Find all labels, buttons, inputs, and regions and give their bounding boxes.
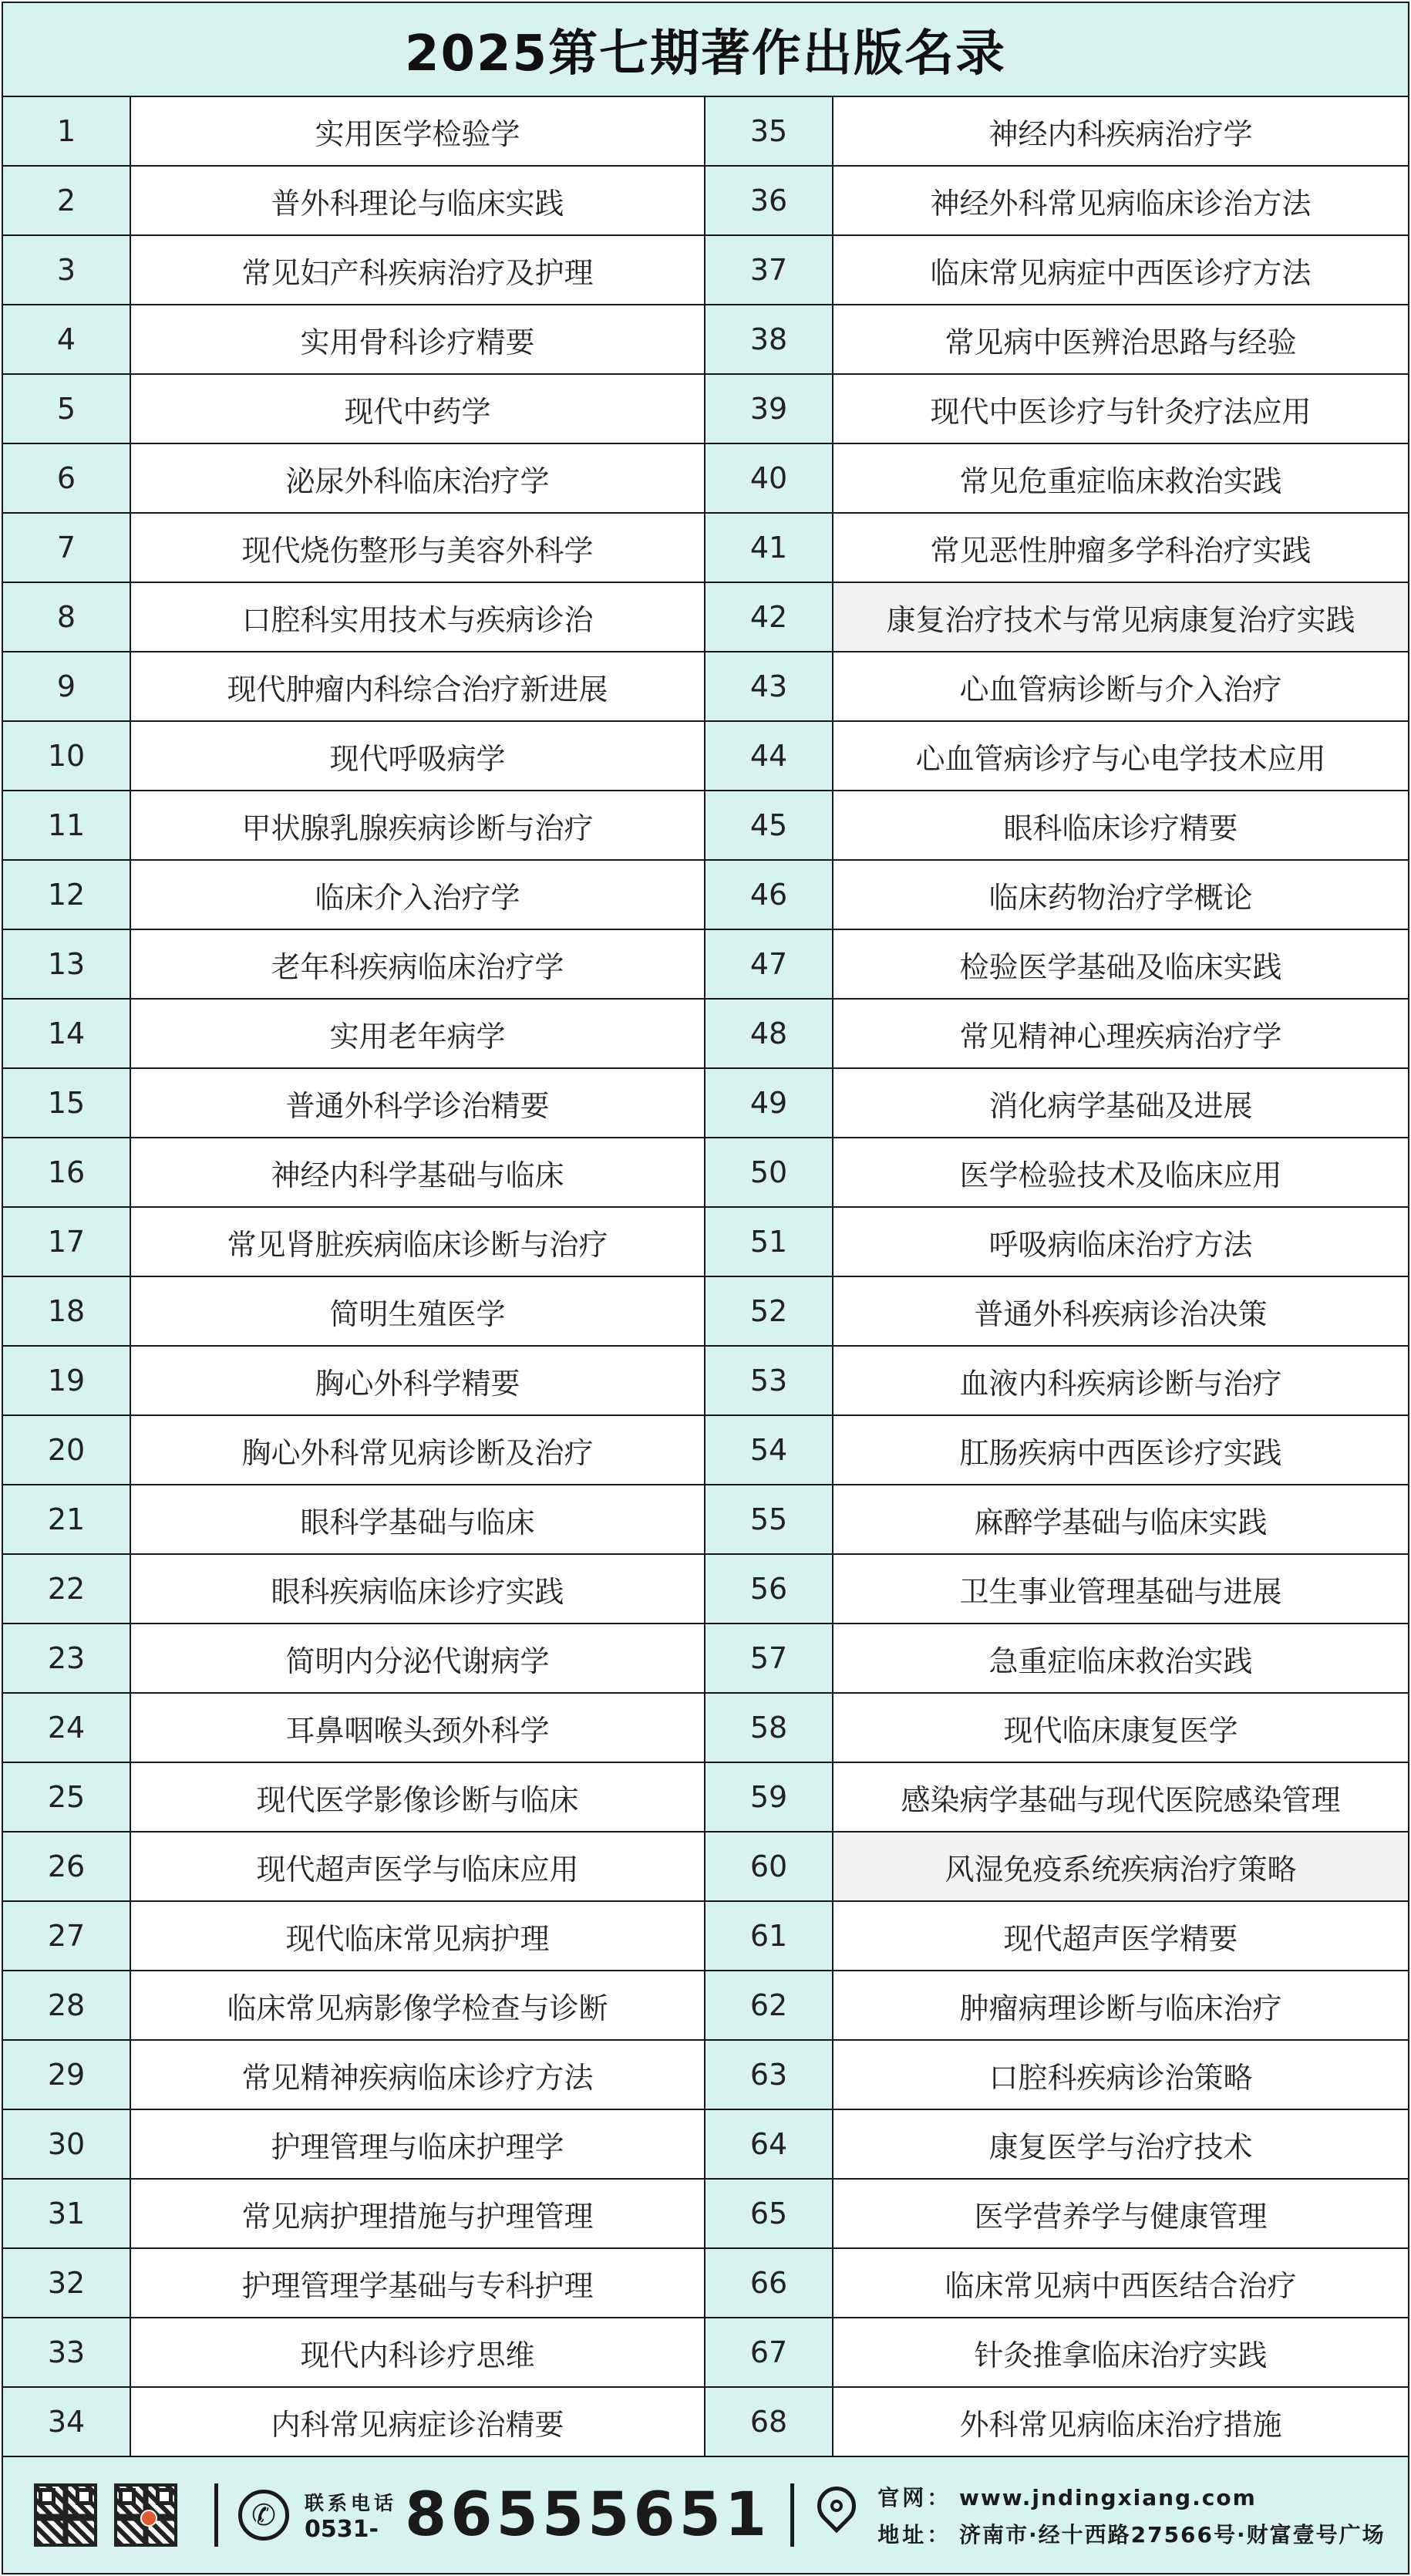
row-number: 67 [706, 2318, 833, 2386]
book-title: 普外科理论与临床实践 [131, 167, 704, 234]
table-row [706, 1347, 1408, 1416]
book-title: 常见肾脏疾病临床诊断与治疗 [131, 1208, 704, 1276]
row-number: 45 [706, 791, 833, 859]
row-number: 68 [706, 2388, 833, 2456]
book-title: 甲状腺乳腺疾病诊断与治疗 [131, 791, 704, 859]
row-number: 60 [706, 1833, 833, 1900]
book-title: 护理管理学基础与专科护理 [131, 2249, 704, 2317]
table-row [706, 1416, 1408, 1485]
book-title: 心血管病诊断与介入治疗 [833, 652, 1408, 720]
table-row [3, 1624, 704, 1694]
table-row [3, 514, 704, 583]
table-row [706, 861, 1408, 930]
page-title: 2025第七期著作出版名录 [404, 25, 1007, 83]
book-title: 医学营养学与健康管理 [833, 2180, 1408, 2247]
book-title: 胸心外科学精要 [131, 1347, 704, 1414]
qr-code-icon[interactable] [114, 2483, 177, 2547]
table-row [3, 1763, 704, 1833]
table-row [706, 2180, 1408, 2249]
book-title: 肛肠疾病中西医诊疗实践 [833, 1416, 1408, 1484]
row-number: 35 [706, 97, 833, 165]
table-row [706, 97, 1408, 167]
book-title: 临床常见病影像学检查与诊断 [131, 1971, 704, 2039]
row-number: 2 [3, 167, 131, 234]
book-title: 现代内科诊疗思维 [131, 2318, 704, 2386]
phone-label: 联系电话 [305, 2491, 398, 2514]
book-title: 神经内科学基础与临床 [131, 1138, 704, 1206]
row-number: 56 [706, 1555, 833, 1623]
table-row [706, 652, 1408, 722]
row-number: 13 [3, 930, 131, 998]
row-number: 39 [706, 375, 833, 443]
catalog-table [3, 97, 1408, 2457]
row-number: 19 [3, 1347, 131, 1414]
catalog-page [2, 2, 1409, 2574]
table-row [3, 2041, 704, 2110]
table-row [706, 1694, 1408, 1763]
row-number: 53 [706, 1347, 833, 1414]
row-number: 49 [706, 1069, 833, 1137]
table-row [706, 375, 1408, 444]
book-title: 医学检验技术及临床应用 [833, 1138, 1408, 1206]
book-title: 眼科学基础与临床 [131, 1485, 704, 1553]
table-row [706, 444, 1408, 514]
address-line [877, 2518, 1385, 2549]
right-column [706, 97, 1408, 2457]
book-title: 简明内分泌代谢病学 [131, 1624, 704, 1692]
table-row [3, 1902, 704, 1971]
phone-area-code: 0531- [305, 2515, 379, 2543]
table-row [706, 305, 1408, 375]
book-title: 临床介入治疗学 [131, 861, 704, 929]
row-number: 65 [706, 2180, 833, 2247]
book-title: 血液内科疾病诊断与治疗 [833, 1347, 1408, 1414]
book-title: 现代中药学 [131, 375, 704, 443]
table-row [3, 2388, 704, 2457]
table-row [3, 2249, 704, 2318]
row-number: 50 [706, 1138, 833, 1206]
row-number: 42 [706, 583, 833, 651]
phone-labels [305, 2488, 397, 2543]
table-row [3, 167, 704, 236]
row-number: 54 [706, 1416, 833, 1484]
row-number: 59 [706, 1763, 833, 1831]
table-row [706, 1485, 1408, 1555]
table-row [706, 2318, 1408, 2388]
book-title: 普通外科学诊治精要 [131, 1069, 704, 1137]
row-number: 5 [3, 375, 131, 443]
divider [214, 2483, 218, 2547]
book-title: 口腔科疾病诊治策略 [833, 2041, 1408, 2109]
row-number: 18 [3, 1277, 131, 1345]
book-title: 现代医学影像诊断与临床 [131, 1763, 704, 1831]
row-number: 7 [3, 514, 131, 582]
row-number: 29 [3, 2041, 131, 2109]
table-row [706, 1555, 1408, 1624]
table-row [706, 167, 1408, 236]
left-column [3, 97, 706, 2457]
table-row [706, 1833, 1408, 1902]
row-number: 28 [3, 1971, 131, 2039]
row-number: 23 [3, 1624, 131, 1692]
row-number: 27 [3, 1902, 131, 1970]
book-title: 卫生事业管理基础与进展 [833, 1555, 1408, 1623]
table-row [3, 1485, 704, 1555]
book-title: 胸心外科常见病诊断及治疗 [131, 1416, 704, 1484]
row-number: 46 [706, 861, 833, 929]
location-pin-icon [814, 2487, 859, 2544]
row-number: 36 [706, 167, 833, 234]
table-row [3, 652, 704, 722]
table-row [3, 1208, 704, 1277]
row-number: 55 [706, 1485, 833, 1553]
table-row [706, 236, 1408, 305]
table-row [3, 583, 704, 652]
book-title: 老年科疾病临床治疗学 [131, 930, 704, 998]
website-link[interactable]: www.jndingxiang.com [958, 2485, 1257, 2510]
table-row [706, 1971, 1408, 2041]
row-number: 15 [3, 1069, 131, 1137]
table-row [3, 1347, 704, 1416]
table-row [3, 861, 704, 930]
row-number: 12 [3, 861, 131, 929]
table-row [3, 1555, 704, 1624]
qr-logo-icon [140, 2510, 157, 2527]
row-number: 11 [3, 791, 131, 859]
website-label: 官网： [877, 2485, 952, 2510]
row-number: 9 [3, 652, 131, 720]
book-title: 泌尿外科临床治疗学 [131, 444, 704, 512]
address-label: 地址： [877, 2522, 952, 2547]
book-title: 常见病中医辨治思路与经验 [833, 305, 1408, 373]
row-number: 38 [706, 305, 833, 373]
table-row [3, 722, 704, 791]
book-title: 口腔科实用技术与疾病诊治 [131, 583, 704, 651]
table-row [3, 2318, 704, 2388]
book-title: 临床药物治疗学概论 [833, 861, 1408, 929]
table-row [3, 375, 704, 444]
row-number: 58 [706, 1694, 833, 1762]
row-number: 37 [706, 236, 833, 304]
table-row [3, 1416, 704, 1485]
book-title: 风湿免疫系统疾病治疗策略 [833, 1833, 1408, 1900]
row-number: 21 [3, 1485, 131, 1553]
book-title: 常见危重症临床救治实践 [833, 444, 1408, 512]
row-number: 24 [3, 1694, 131, 1762]
book-title: 心血管病诊疗与心电学技术应用 [833, 722, 1408, 790]
table-row [706, 1138, 1408, 1208]
footer [3, 2457, 1408, 2573]
row-number: 4 [3, 305, 131, 373]
table-row [3, 930, 704, 1000]
row-number: 63 [706, 2041, 833, 2109]
table-row [706, 2041, 1408, 2110]
row-number: 52 [706, 1277, 833, 1345]
book-title: 急重症临床救治实践 [833, 1624, 1408, 1692]
book-title: 肿瘤病理诊断与临床治疗 [833, 1971, 1408, 2039]
row-number: 16 [3, 1138, 131, 1206]
contact-info [877, 2481, 1385, 2549]
table-row [706, 583, 1408, 652]
book-title: 眼科疾病临床诊疗实践 [131, 1555, 704, 1623]
book-title: 临床常见病症中西医诊疗方法 [833, 236, 1408, 304]
table-row [3, 1138, 704, 1208]
book-title: 临床常见病中西医结合治疗 [833, 2249, 1408, 2317]
book-title: 现代中医诊疗与针灸疗法应用 [833, 375, 1408, 443]
table-row [3, 1277, 704, 1347]
row-number: 34 [3, 2388, 131, 2456]
table-row [706, 722, 1408, 791]
row-number: 57 [706, 1624, 833, 1692]
row-number: 66 [706, 2249, 833, 2317]
table-row [3, 1833, 704, 1902]
book-title: 呼吸病临床治疗方法 [833, 1208, 1408, 1276]
book-title: 现代临床康复医学 [833, 1694, 1408, 1762]
table-row [706, 2249, 1408, 2318]
table-row [3, 2110, 704, 2180]
row-number: 3 [3, 236, 131, 304]
row-number: 61 [706, 1902, 833, 1970]
table-row [706, 791, 1408, 861]
book-title: 内科常见病症诊治精要 [131, 2388, 704, 2456]
row-number: 43 [706, 652, 833, 720]
row-number: 22 [3, 1555, 131, 1623]
book-title: 现代临床常见病护理 [131, 1902, 704, 1970]
book-title: 实用老年病学 [131, 1000, 704, 1067]
row-number: 62 [706, 1971, 833, 2039]
book-title: 现代肿瘤内科综合治疗新进展 [131, 652, 704, 720]
row-number: 10 [3, 722, 131, 790]
book-title: 消化病学基础及进展 [833, 1069, 1408, 1137]
table-row [706, 2388, 1408, 2457]
book-title: 实用医学检验学 [131, 97, 704, 165]
row-number: 1 [3, 97, 131, 165]
qr-code-icon[interactable] [34, 2483, 97, 2547]
row-number: 51 [706, 1208, 833, 1276]
book-title: 普通外科疾病诊治决策 [833, 1277, 1408, 1345]
table-row [3, 444, 704, 514]
table-row [3, 1971, 704, 2041]
row-number: 26 [3, 1833, 131, 1900]
book-title: 现代超声医学与临床应用 [131, 1833, 704, 1900]
row-number: 64 [706, 2110, 833, 2178]
row-number: 33 [3, 2318, 131, 2386]
table-row [3, 2180, 704, 2249]
table-row [706, 1000, 1408, 1069]
table-row [3, 791, 704, 861]
book-title: 康复医学与治疗技术 [833, 2110, 1408, 2178]
row-number: 47 [706, 930, 833, 998]
book-title: 现代超声医学精要 [833, 1902, 1408, 1970]
book-title: 康复治疗技术与常见病康复治疗实践 [833, 583, 1408, 651]
book-title: 常见病护理措施与护理管理 [131, 2180, 704, 2247]
book-title: 简明生殖医学 [131, 1277, 704, 1345]
row-number: 20 [3, 1416, 131, 1484]
table-row [706, 514, 1408, 583]
row-number: 32 [3, 2249, 131, 2317]
book-title: 外科常见病临床治疗措施 [833, 2388, 1408, 2456]
book-title: 现代烧伤整形与美容外科学 [131, 514, 704, 582]
table-row [3, 1694, 704, 1763]
phone-number[interactable]: 86555651 [405, 2480, 771, 2550]
table-row [706, 1277, 1408, 1347]
book-title: 耳鼻咽喉头颈外科学 [131, 1694, 704, 1762]
table-row [3, 97, 704, 167]
book-title: 神经外科常见病临床诊治方法 [833, 167, 1408, 234]
row-number: 25 [3, 1763, 131, 1831]
book-title: 常见精神心理疾病治疗学 [833, 1000, 1408, 1067]
table-row [706, 1624, 1408, 1694]
book-title: 常见精神疾病临床诊疗方法 [131, 2041, 704, 2109]
phone-block [238, 2480, 770, 2550]
table-row [706, 2110, 1408, 2180]
row-number: 31 [3, 2180, 131, 2247]
book-title: 常见妇产科疾病治疗及护理 [131, 236, 704, 304]
row-number: 8 [3, 583, 131, 651]
row-number: 17 [3, 1208, 131, 1276]
row-number: 41 [706, 514, 833, 582]
row-number: 6 [3, 444, 131, 512]
book-title: 实用骨科诊疗精要 [131, 305, 704, 373]
phone-icon: ✆ [238, 2490, 289, 2541]
book-title: 护理管理与临床护理学 [131, 2110, 704, 2178]
title-bar [3, 3, 1408, 97]
website-line [877, 2481, 1385, 2512]
table-row [706, 1069, 1408, 1138]
row-number: 48 [706, 1000, 833, 1067]
row-number: 14 [3, 1000, 131, 1067]
table-row [706, 1208, 1408, 1277]
book-title: 眼科临床诊疗精要 [833, 791, 1408, 859]
row-number: 44 [706, 722, 833, 790]
table-row [3, 305, 704, 375]
table-row [3, 1000, 704, 1069]
book-title: 常见恶性肿瘤多学科治疗实践 [833, 514, 1408, 582]
row-number: 30 [3, 2110, 131, 2178]
table-row [706, 1763, 1408, 1833]
address-text: 济南市·经十西路27566号·财富壹号广场 [958, 2522, 1386, 2547]
table-row [3, 1069, 704, 1138]
book-title: 神经内科疾病治疗学 [833, 97, 1408, 165]
book-title: 现代呼吸病学 [131, 722, 704, 790]
divider [790, 2483, 794, 2547]
table-row [3, 236, 704, 305]
table-row [706, 1902, 1408, 1971]
book-title: 感染病学基础与现代医院感染管理 [833, 1763, 1408, 1831]
table-row [706, 930, 1408, 1000]
book-title: 针灸推拿临床治疗实践 [833, 2318, 1408, 2386]
book-title: 麻醉学基础与临床实践 [833, 1485, 1408, 1553]
book-title: 检验医学基础及临床实践 [833, 930, 1408, 998]
row-number: 40 [706, 444, 833, 512]
